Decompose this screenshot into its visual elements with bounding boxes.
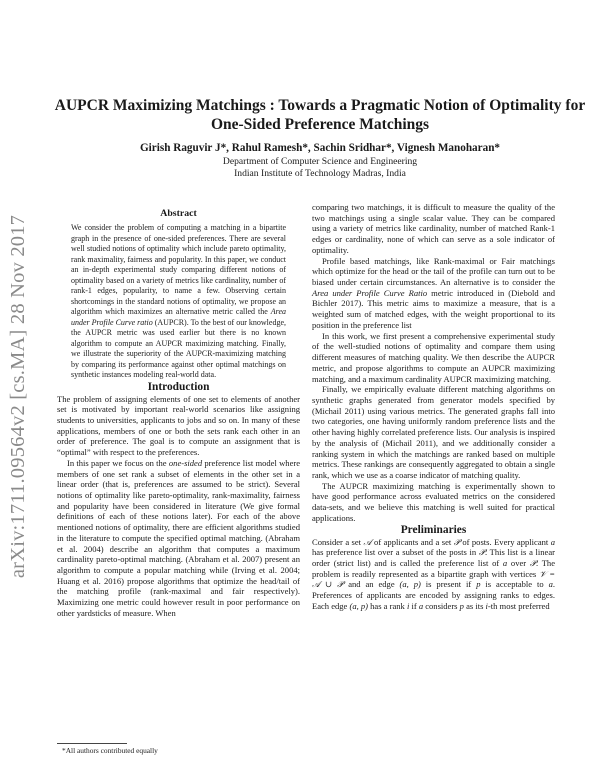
introduction-heading: Introduction — [147, 380, 210, 393]
prelim-text: and an edge — [343, 579, 400, 590]
prelim-text: . Preferences of applicants are encoded by assigning ranks to edges. Each edge — [312, 579, 556, 611]
profile-part-1: Profile based matchings, like Rank-maximal or Fair matchings which optimize for the head or the tail of the profile can turn out to be biased under certain circumstances. An alternative is to consider the — [312, 255, 555, 288]
paragraph-finally: Finally, we empirically evaluate different matching algorithms on synthetic graphs generated from generator models specified by (Michail 2011) using various metrics. The generated graphs fall into two categories, one having uniformly random preference lists and the other having highly correlated preference lists. Our analysis is inspired by the analysis of (Michail 2011), and we additionally consider a ranking system in which the matchings are ranked based on multiple metrics. These rankings are consequently aggregated to obtain a single rank, which we use as a coarse indicator of matching quality. — [312, 384, 555, 480]
prelim-text: considers — [423, 600, 460, 611]
paragraph-aupcr-result: The AUPCR maximizing matching is experimentally shown to have good performance across evaluated metrics on the considered data-sets, and we believe this matching is well suited for practical applications. — [312, 480, 555, 523]
math-var-p: p — [476, 579, 481, 590]
paragraph-profile-matchings — [312, 256, 555, 331]
intro-p2-part-1: In this paper we focus on the — [67, 457, 169, 468]
prelim-text: . This list is a linear order (strict list) and is called the preference list of — [312, 547, 555, 568]
arxiv-identifier-text: arXiv:1711.09564v2 [cs.MA] 28 Nov 2017 — [7, 214, 30, 578]
introduction-paragraph-1: The problem of assigning elements of one set to elements of another set is motivated by important real-world scenarios like assigning students to universities, applicants to jobs and so on. In many of these applications, members of one or both the sets rank each other in an order of preference. The goal is to compute an assignment that is “optimal” with respect to the preferences. — [57, 393, 300, 458]
preliminaries-heading: Preliminaries — [400, 523, 467, 536]
math-edge: (a, p) — [349, 600, 369, 611]
profile-part-2: metric introduced in (Diebold and Bichler 2017). This metric aims to maximize a measure, that is a weighted sum of matched edges, with the weight proportional to its position in the preference list — [312, 287, 556, 330]
math-var-p: p — [459, 600, 464, 611]
abstract-text-part-2: (AUPCR). To the best of our knowledge, the AUPCR metric was used earlier but there is no known algorithm to compute an AUPCR maximizing matching. Finally, we illustrate the superiority of the AUPCR-maximizing matching by comparing its performance against other optimal matchings on synthetic instances modeling real-world data. — [71, 317, 286, 379]
math-edge: (a, p) — [399, 579, 421, 590]
prelim-text: . The problem is readily represented as a bipartite graph with vertices — [312, 558, 555, 579]
math-var-a: a — [548, 579, 553, 590]
affiliation-institute: Indian Institute of Technology Madras, India — [234, 168, 406, 179]
paper-title-line-2: One-Sided Preference Matchings — [210, 116, 430, 133]
abstract-text — [71, 223, 286, 381]
footnote-rule — [57, 743, 127, 744]
preliminaries-paragraph — [312, 537, 555, 612]
abstract-heading: Abstract — [160, 208, 197, 219]
prelim-text: over — [507, 558, 530, 568]
profile-italic-term: Area under Profile Curve Ratio — [312, 287, 428, 298]
prelim-text: Consider a set — [312, 536, 364, 547]
math-var-a: a — [418, 600, 424, 611]
footnote: *All authors contributed equally — [62, 746, 158, 755]
arxiv-identifier-stamp — [2, 196, 36, 596]
affiliation-department: Department of Computer Science and Engineering — [222, 156, 418, 167]
intro-p2-italic-term: one-sided — [168, 457, 203, 468]
introduction-paragraph-2 — [57, 458, 300, 619]
prelim-text: has preference list over a subset of the posts in — [312, 547, 479, 558]
left-column — [57, 208, 300, 619]
prelim-text: if — [409, 600, 419, 611]
math-set-p: 𝒫 — [478, 547, 486, 558]
right-column — [312, 202, 555, 612]
prelim-text: of posts. Every applicant — [459, 536, 551, 547]
author-list: Girish Raguvir J*, Rahul Ramesh*, Sachin Sridhar*, Vignesh Manoharan* — [139, 142, 501, 154]
prelim-text: is acceptable to — [480, 579, 549, 590]
paper-title — [40, 96, 600, 134]
intro-p2-part-2: preference list model where members of one set rank a subset of elements in the other set in a linear order (that is, preferences are assumed to be strict). Several notions of optimality like pareto-optimality, rank-maximality, fairness and popularity have been considered in literature (We give formal definitions of each of these notions later). For each of the above mentioned notions of optimality, there are efficient algorithms studied in the literature to compute the specified optimal matching. (Abraham et al. 2004) describe an algorithm that computes a maximum cardinality pareto-optimal matching. (Abraham et al. 2007) present an algorithm to compute a popular matching while (Irving et al. 2004; Huang et al. 2016) propose algorithms that optimize the head/tail of the matching profile (rank-maximal and fair respectively). Maximizing one metric could however result in poor performance on other yardsticks of measure. When — [57, 457, 300, 618]
prelim-text: of applicants and a set — [371, 536, 454, 547]
abstract-italic-term: Area under Profile Curve ratio — [71, 307, 286, 327]
prelim-text: is present if — [420, 579, 477, 590]
math-set-p: 𝒫 — [453, 536, 460, 547]
paragraph-this-work: In this work, we first present a comprehensive experimental study of the well-studied notions of optimality and compare them using different measures of matching quality. We then describe the AUPCR metric, and propose algorithms to compute an AUPCR maximizing matching, and a maximum cardinality AUPCR maximizing matching. — [312, 330, 555, 384]
math-var-i: i — [406, 600, 410, 611]
math-var-i: i — [485, 600, 488, 611]
math-var-a: a — [550, 536, 555, 547]
math-set-a: 𝒜 — [363, 536, 372, 547]
prelim-text: as its — [463, 600, 486, 611]
abstract-text-part-1: We consider the problem of computing a matching in a bipartite graph in the presence of one-sided preferences. There are several well studied notions of optimality which include pareto optimality, rank maximality, fairness and popularity. In this paper, we conduct an in-depth experimental study comparing different notions of optimality based on a variety of metrics like cardinality, number of rank-1 edges, popularity, to name a few. Observing certain shortcomings in the standard notions of optimality, we propose an algorithm which maximizes an alternative metric called the — [71, 223, 286, 316]
prelim-text: -th most preferred — [487, 600, 550, 611]
math-set-p: 𝒫 — [529, 558, 536, 568]
prelim-text: has a rank — [368, 600, 407, 611]
paper-title-line-1: AUPCR Maximizing Matchings : Towards a Pragmatic Notion of Optimality for — [54, 97, 586, 114]
paragraph-continued: comparing two matchings, it is difficult to measure the quality of the two matchings using a single scalar value. They can be compared using a variety of metrics like cardinality, number of matched Rank-1 edges or cardinality, none of which can serve as a sole indicator of optimality. — [312, 202, 555, 255]
math-var-a: a — [502, 558, 508, 568]
math-vertex-set: 𝒱 = 𝒜 ∪ 𝒫 — [312, 568, 555, 590]
